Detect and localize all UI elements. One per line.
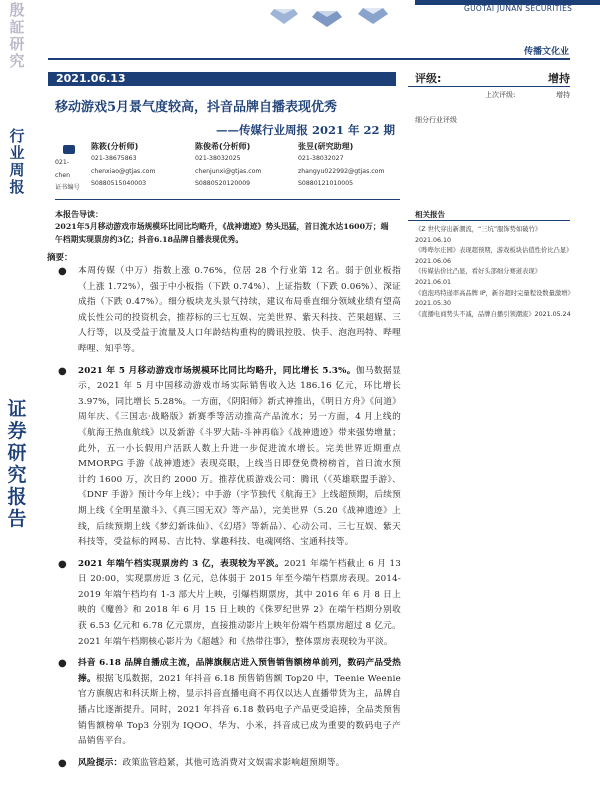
cert-label: 证书编号	[55, 184, 80, 191]
bullet-text: 根据飞瓜数据，2021 年抖音 6.18 预售销售额 Top20 中，Teenie Weenie 官方旗舰店和科沃斯上榜，显示抖音直播电商不再仅以达人直播带货为主，品牌自播占比逐渐提升。同时，2021 年抖音 6.18 数码电子产品更受追捧，全品类预售销售额榜单 Top3 分别为 IQOO、华为、小米，抖音成已成为重要的数码电子产品销售平台。	[78, 673, 401, 747]
previous-rating-value: 增持	[556, 91, 570, 99]
gem-icon	[270, 5, 298, 25]
bullet-icon: ●	[58, 658, 67, 670]
analyst-card	[195, 140, 261, 191]
bullet-text: 政策监管趋紧，其他可选消费对文娱需求影响超预期等。	[122, 757, 345, 768]
summary-bullets	[55, 264, 401, 777]
related-report-link[interactable]: 《泡泡玛特递率高品牌 IP，新谷超时完量程设数量激增》2021.05.30	[415, 289, 574, 308]
analyst-field-labels	[55, 143, 89, 195]
brand-logo-text: GUOTAI JUNAN SECURITIES	[464, 4, 573, 13]
bullet-text: 伽马数据显示，2021 年 5 月中国移动游戏市场实际销售收入达 186.16 亿元，环比增长 3.97%，同比增长 5.28%。一方面，《阴阳师》新式神推出，《明日方舟》《问道》周年庆、《三国志·战略版》新赛季等活动推高产品流水；另一方面，4 月上线的《航海王热血航线》以及新游《斗罗大陆-斗神再临》《战神遗迹》带来强势增量；此外，五一小长假用户活跃人数上升进一步促进流水增长。完美世界近期重点 MMORPG 手游《战神遗迹》表现亮眼，上线当日即登免费榜榜首，首日流水预计约 1600 万，次日约 2000 万。推荐优质游戏公司：腾讯（《英雄联盟手游》、《DNF 手游》预计今年上线）；中手游（字节独代《航海王》上线超预期，后续预期上线《全明星激斗》、《真三国无双》等产品），完美世界（5.20《战神遗迹》上线，后续预期上线《梦幻新诛仙》、《幻塔》等新品）、心动公司、三七互娱、紫天科技等，受益标的网易、吉比特、掌趣科技、电魂网络、宝通科技等。	[78, 365, 402, 548]
analyst-name: 陈筱(分析师)	[91, 142, 139, 151]
bullet-text: 2021 年端午档截止 6 月 13 日 20:00，实现票房近 3 亿元，总体弱于 2015 年至今端午档票房表现。2014-2019 年端午档均有 1-3 部大片上映，引爆档期票房，其中 2016 年 6 月 8 日上映的《魔兽》和 2018 年 6 月 15 日上映的《侏罗纪世界 2》在端午档期分别收获 6.53 亿元和 6.78 亿元票房，直接推动影片上映年份端午档票房超过 8 亿元。2021 年端午档期核心影片为《超越》和《热带往事》，整体票房表现较为平淡。	[78, 558, 401, 647]
tel-label: 021-	[55, 159, 70, 166]
analyst-cert: S0880515040003	[91, 180, 147, 187]
summary-bullet	[55, 656, 401, 750]
industry-tag: 传播文化业	[523, 47, 569, 57]
gem-icon	[312, 8, 342, 28]
related-report-link[interactable]: 《哔哔尔庄园》表现超预期，游戏板块估值性价比凸显》2021.06.06	[415, 247, 573, 265]
analyst-phone: 021-38032027	[298, 155, 344, 162]
analyst-cert: S0880121010005	[298, 180, 354, 187]
email-label: chen	[55, 171, 71, 179]
analyst-name: 陈俊希(分析师)	[195, 142, 251, 151]
summary-bullet	[55, 756, 401, 772]
bullet-text: 本周传媒（中万）指数上涨 0.76%，位居 28 个行业第 12 名。弱于创业板指（上涨 1.72%），强于中小板指（下跌 0.74%）、上证指数（下跌 0.06%）、深证成指（下跌 0.47%）。细分板块龙头景气持续，建议布局垂直细分领域业绩有望高成长性公司的投资机会，推荐标的三七互娱、完美世界、紫天科技、芒果超媒、三人行等，以及受益于流量及人口年龄结构重构的腾讯控股、快手、泡泡玛特、哔哩哔哩、知乎等。	[78, 266, 401, 354]
phone-icon	[63, 145, 75, 154]
bullet-icon: ●	[58, 266, 67, 277]
related-reports-title: 相关报告	[415, 210, 445, 219]
guide-title: 本报告导读：	[55, 209, 103, 219]
bullet-lead: 2021 年端午档实现票房约 3 亿，表现较为平淡。	[78, 558, 285, 569]
related-report-link[interactable]: 《直播电商势头不减，品牌自播引领潮流》2021.05.24	[415, 310, 571, 318]
bullet-icon: ●	[58, 757, 67, 769]
bullet-lead: 2021 年 5 月移动游戏市场规模环比同比均略升，同比增长 5.3%。	[78, 365, 356, 376]
report-date: 2021.06.13	[48, 72, 396, 86]
analyst-cert: S0880520120009	[195, 180, 251, 187]
summary-bullet	[55, 557, 401, 651]
analyst-card	[298, 140, 384, 191]
sidebar-category: 证券研究报告	[7, 398, 27, 530]
bullet-lead: 抖音 6.18 品牌自播成主流，品牌旗舰店进入预售销售额榜单前列，数码产品受热捧。	[78, 658, 401, 684]
sidebar-top-label: 殷証研究	[9, 1, 25, 70]
analyst-card	[91, 140, 155, 191]
sidebar	[0, 0, 33, 800]
rating-divider	[408, 86, 570, 87]
report-title: 移动游戏5月景气度较高，抖音品牌自播表现优秀	[55, 100, 338, 115]
analyst-phone: 021-38032025	[195, 155, 241, 162]
gem-icon	[358, 5, 388, 25]
guide-body: 2021年5月移动游戏市场规模环比同比均略升，《战神遗迹》势头迅猛，首日流水达1600万；端午档期实现票房约3亿；抖音6.18品牌自播表现优秀。	[55, 222, 389, 244]
related-report-link[interactable]: 《传媒估价比凸显，看好头部细分赛道表现》2021.06.01	[415, 268, 541, 286]
related-report-link[interactable]: 《Z 世代穿出新潮流，“三坑”服饰势如破竹》2021.06.10	[415, 226, 542, 244]
summary-bullet	[55, 364, 401, 551]
rating-label: 评级:	[415, 72, 442, 85]
industry-rating-label: 细分行业评级	[415, 116, 457, 124]
analyst-email[interactable]: chenjunxi@gtjas.com	[195, 167, 262, 175]
summary-title: 摘要：	[47, 253, 73, 263]
bullet-icon: ●	[58, 365, 67, 377]
header-divider	[48, 58, 570, 60]
analyst-name: 张昱(研究助理)	[298, 142, 354, 151]
bullet-icon: ●	[58, 558, 67, 570]
sidebar-report-type: 行业周报	[9, 127, 25, 196]
analyst-email[interactable]: chenxiao@gtjas.com	[91, 167, 156, 175]
related-divider	[408, 220, 570, 221]
summary-bullet	[55, 264, 401, 358]
analyst-email[interactable]: zhangyu022992@gtjas.com	[298, 167, 385, 175]
bullet-lead: 风险提示：	[78, 757, 123, 768]
related-reports-list	[415, 225, 575, 320]
report-subtitle: ——传媒行业周报 2021 年 22 期	[215, 123, 395, 137]
analyst-phone: 021-38675863	[91, 155, 137, 162]
analyst-divider	[55, 199, 400, 200]
rating-value: 增持	[548, 72, 570, 85]
previous-rating-label: 上次评级:	[485, 91, 516, 99]
